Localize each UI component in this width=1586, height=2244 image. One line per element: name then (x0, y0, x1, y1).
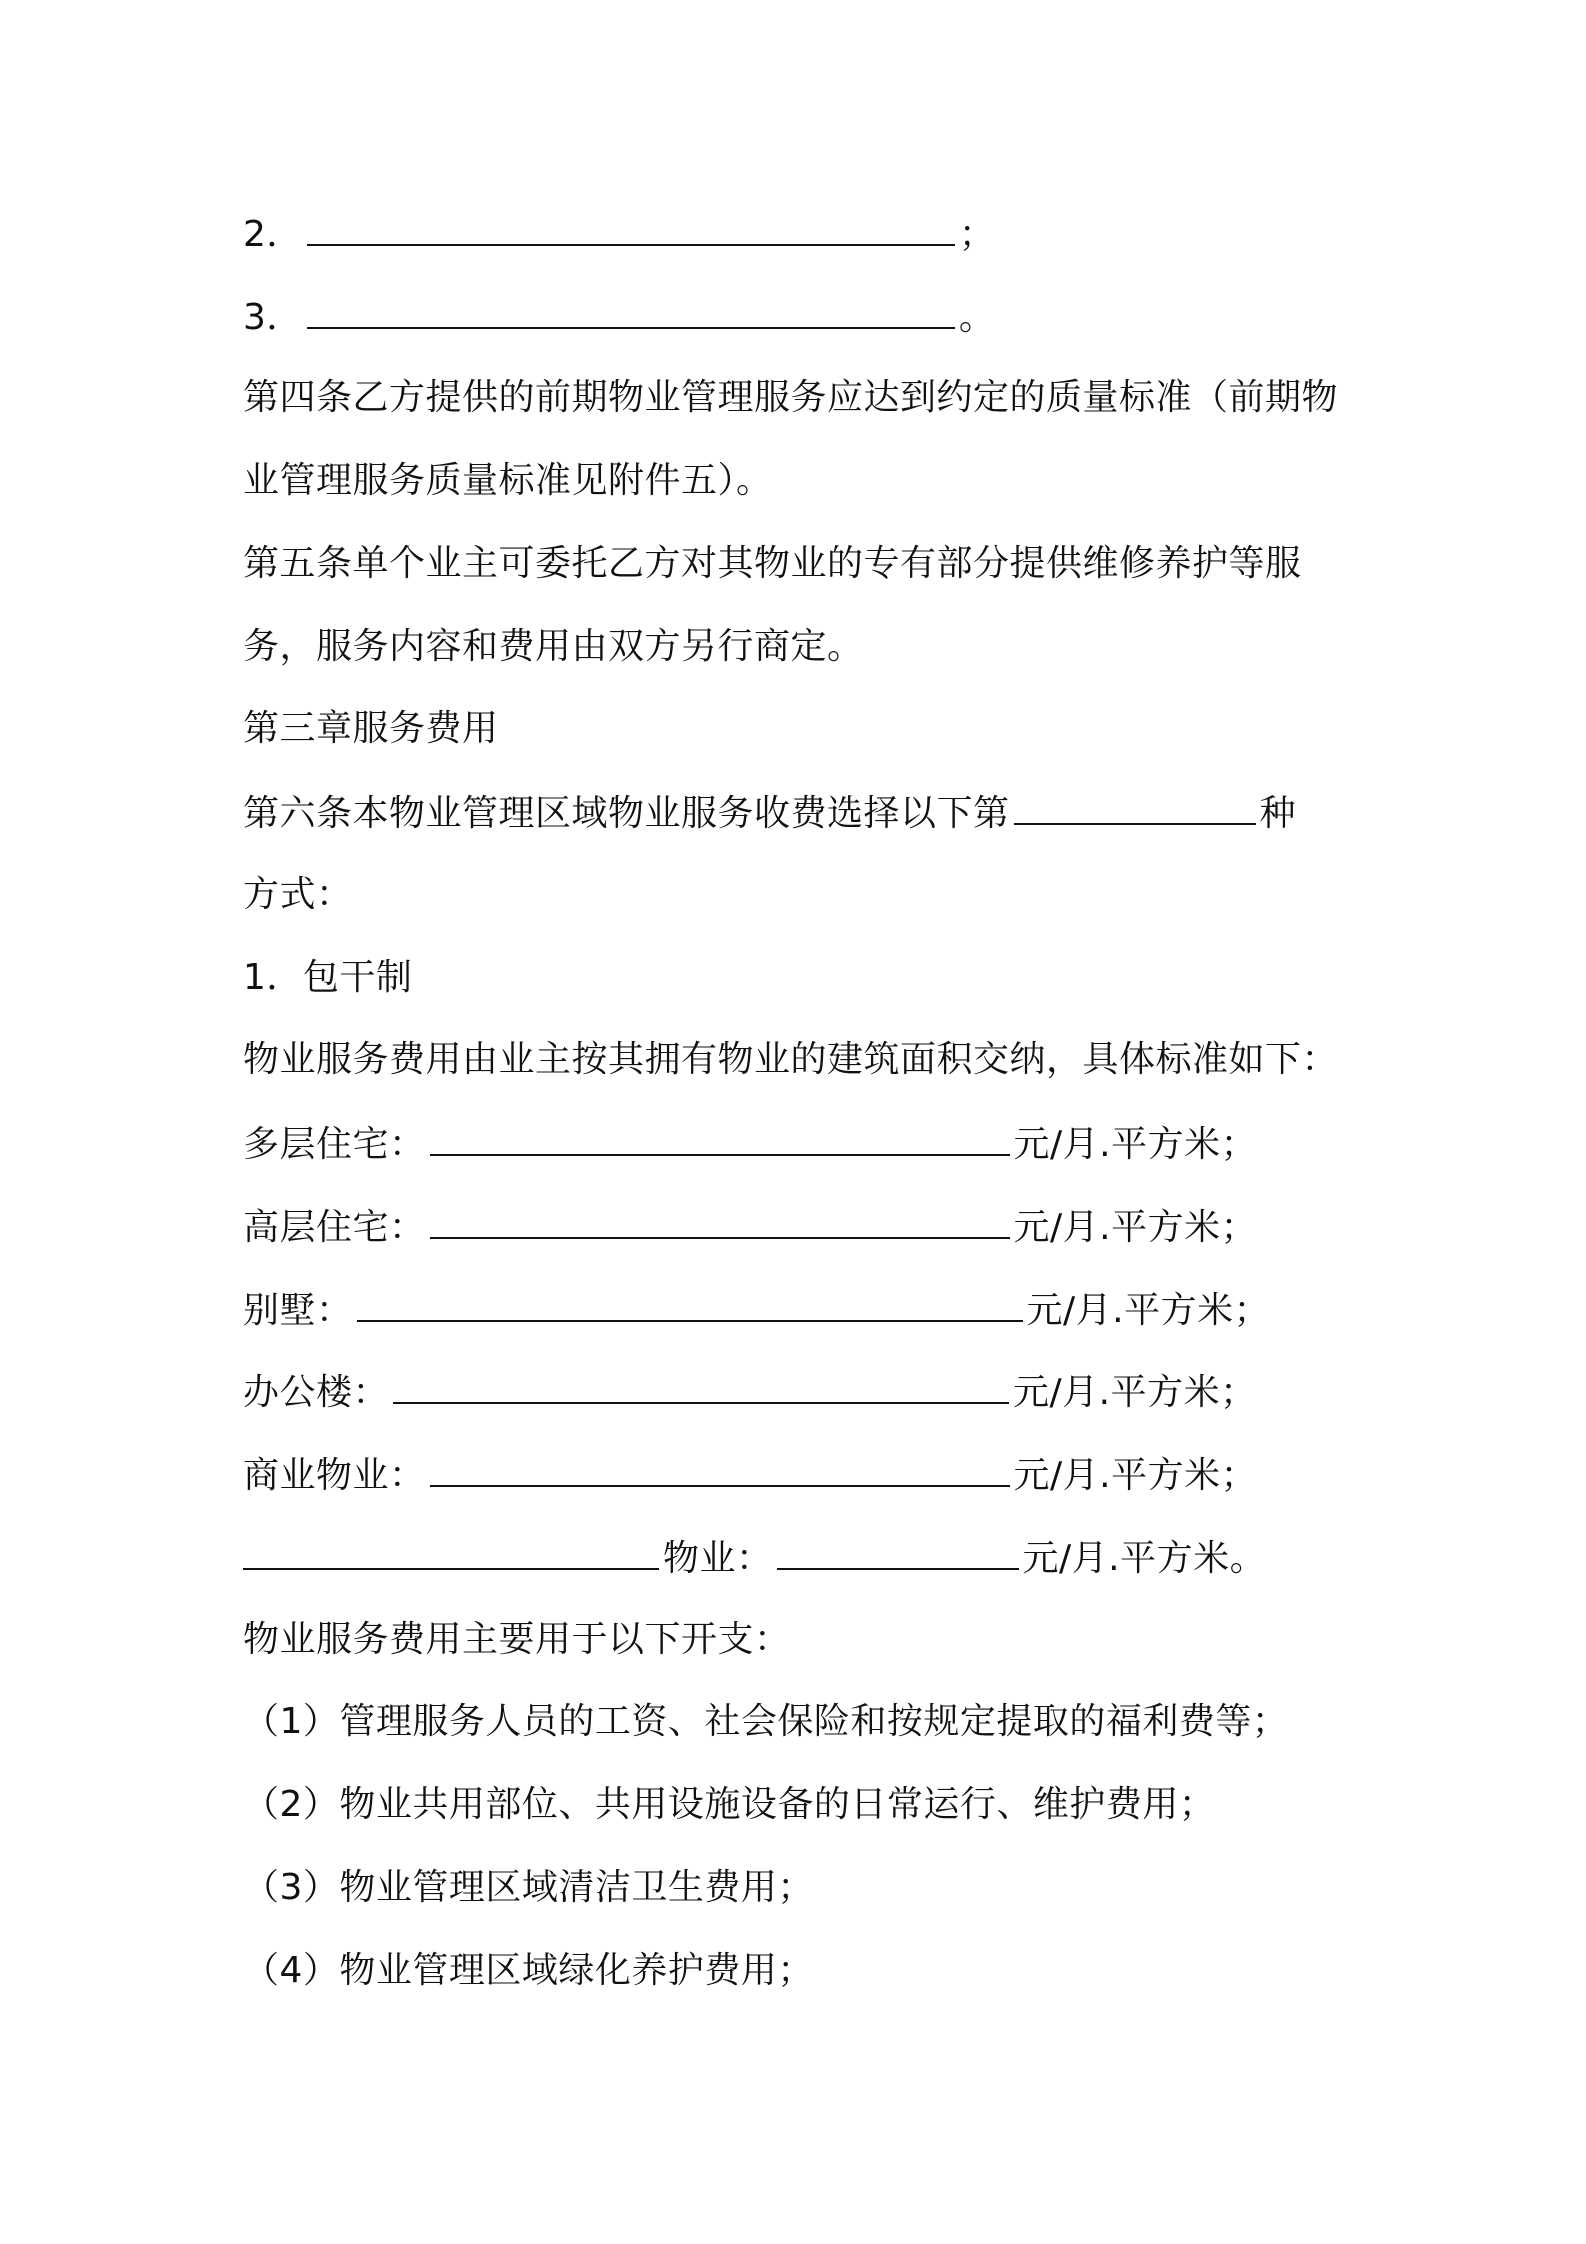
list-number: 2． (243, 214, 303, 255)
article-5-line-2: 务，服务内容和费用由双方另行商定。 (243, 626, 864, 667)
fee-row-multi-storey (243, 1120, 1257, 1168)
fee-intro: 物业服务费用由业主按其拥有物业的建筑面积交纳，具体标准如下： (243, 1039, 1339, 1080)
article-6-text: 第六条本物业管理区域物业服务收费选择以下第 (243, 793, 1010, 834)
fee-row-commercial (243, 1451, 1257, 1499)
article-5-line-1: 第五条单个业主可委托乙方对其物业的专有部分提供维修养护等服 (243, 543, 1302, 584)
fill-blank (1014, 789, 1256, 825)
punctuation: ； (958, 214, 996, 255)
fee-unit: 元/月.平方米； (1013, 1455, 1258, 1496)
article-6-suffix: 种 (1259, 793, 1297, 834)
fee-label: 高层住宅： (243, 1207, 426, 1248)
fill-blank (307, 210, 955, 246)
list-number: 3． (243, 297, 303, 338)
fee-unit: 元/月.平方米。 (1022, 1538, 1267, 1579)
fee-unit: 元/月.平方米； (1013, 1372, 1257, 1413)
punctuation: 。 (958, 297, 996, 338)
chapter-heading: 第三章服务费用 (243, 708, 499, 749)
fill-blank (357, 1286, 1023, 1322)
fee-label: 别墅： (243, 1290, 353, 1331)
article-4-line-2: 业管理服务质量标准见附件五）。 (243, 460, 773, 501)
fee-label: 办公楼： (243, 1372, 390, 1413)
fee-label: 多层住宅： (243, 1124, 426, 1165)
fill-blank (430, 1203, 1010, 1239)
fill-blank (307, 293, 955, 329)
fill-blank (430, 1451, 1010, 1487)
expense-item-3: （3）物业管理区域清洁卫生费用； (243, 1867, 814, 1908)
expense-item-4: （4）物业管理区域绿化养护费用； (243, 1950, 814, 1991)
article-6-line-1 (243, 789, 1296, 837)
fee-label: 商业物业： (243, 1455, 426, 1496)
expense-item-1: （1）管理服务人员的工资、社会保险和按规定提取的福利费等； (243, 1701, 1289, 1742)
fee-row-villa (243, 1286, 1270, 1334)
fill-blank (430, 1120, 1010, 1156)
section-item-1: 1．包干制 (243, 957, 413, 998)
fee-row-office (243, 1368, 1257, 1416)
list-item-2 (243, 210, 995, 258)
expense-item-2: （2）物业共用部位、共用设施设备的日常运行、维护费用； (243, 1784, 1216, 1825)
article-6-line-2: 方式： (243, 874, 353, 915)
fee-row-other (243, 1534, 1266, 1582)
list-item-3 (243, 293, 995, 341)
fill-blank (243, 1534, 659, 1570)
expense-intro: 物业服务费用主要用于以下开支： (243, 1619, 791, 1660)
fee-label: 物业： (663, 1538, 773, 1579)
fill-blank (393, 1368, 1009, 1404)
fee-unit: 元/月.平方米； (1013, 1207, 1258, 1248)
fee-unit: 元/月.平方米； (1026, 1290, 1271, 1331)
fee-row-high-rise (243, 1203, 1257, 1251)
fee-unit: 元/月.平方米； (1013, 1124, 1258, 1165)
fill-blank (777, 1534, 1019, 1570)
article-4-line-1: 第四条乙方提供的前期物业管理服务应达到约定的质量标准（前期物 (243, 377, 1339, 418)
